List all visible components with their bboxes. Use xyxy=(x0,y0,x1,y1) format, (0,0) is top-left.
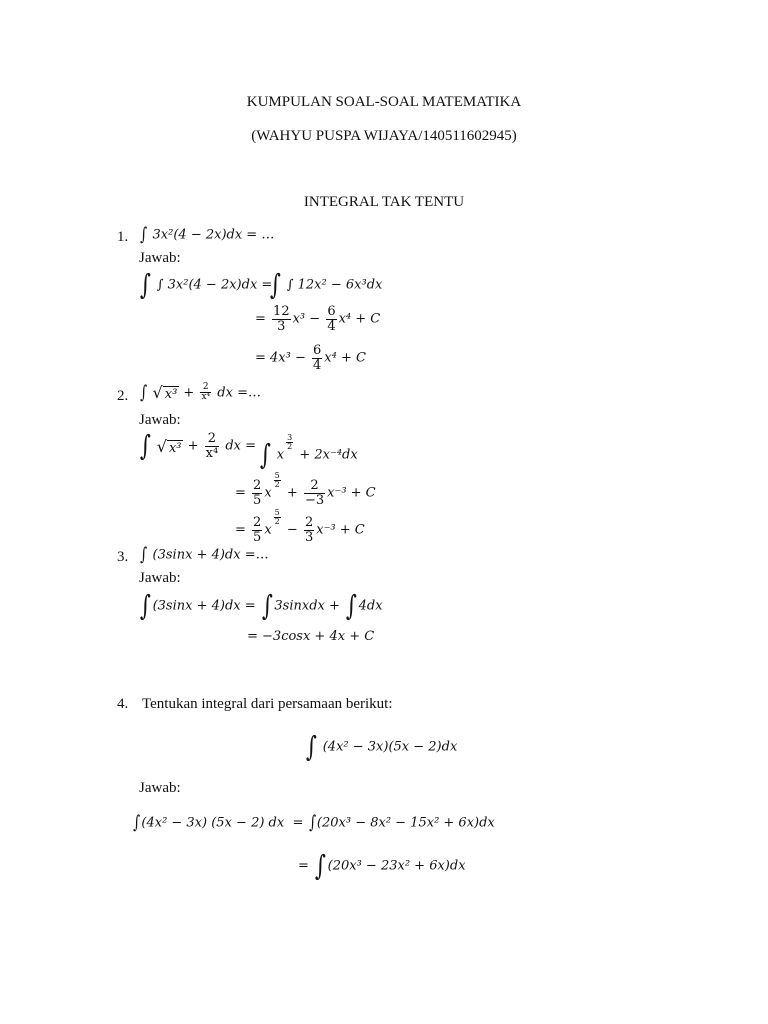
question-expression: (4x² − 3x)(5x − 2)dx xyxy=(322,739,458,755)
solution-step: ∫ √ x³ + $\frac{2}{\text{x⁴}}$ dx = xyxy=(139,429,257,463)
fraction: $\frac{2}{-3}$ xyxy=(304,478,325,508)
problem-number: 2. xyxy=(117,388,129,404)
problem-number: 4. xyxy=(117,696,129,712)
solution-step: = ∫ (20x³ − 23x² + 6x)dx xyxy=(298,849,466,882)
problem-question: ∫ √ x³ + $\frac{2}{\text{x⁴}}$ dx =… xyxy=(140,381,261,403)
integral-sign: ∫ xyxy=(140,381,148,403)
integral-sign: ∫ xyxy=(140,224,148,245)
answer-label: Jawab: xyxy=(139,570,181,586)
solution-step: ∫ x $^{\frac{3}{2}}$ + 2x⁻⁴dx xyxy=(259,433,358,472)
fraction: $\frac{6}{4}$ xyxy=(327,304,336,334)
solution-step: ∫ (3sinx + 4)dx = ∫ 3sinxdx + ∫ 4dx xyxy=(139,589,383,622)
fraction: $\frac{2}{5}$ xyxy=(253,515,262,545)
integral-sign: ∫ xyxy=(133,812,141,833)
answer-label: Jawab: xyxy=(139,780,181,796)
problem-number: 1. xyxy=(117,229,129,245)
solution-step: = $\frac{12}{3}$ x³ − $\frac{6}{4}$ x⁴ + C xyxy=(255,304,381,334)
fraction: $\frac{2}{3}$ xyxy=(304,515,314,545)
fraction: $\frac{2}{\text{x⁴}}$ xyxy=(205,431,219,461)
solution-step: = $\frac{2}{5}$ x $^{\frac{5}{2}}$ − $\frac{2}{3}$ x⁻³ + C xyxy=(235,508,365,545)
fraction: $\frac{2}{\text{x⁴}}$ xyxy=(201,382,211,403)
section-heading: INTEGRAL TAK TENTU xyxy=(303,194,465,210)
integral-sign: ∫ xyxy=(139,429,151,463)
fraction: $\frac{12}{3}$ xyxy=(273,304,290,334)
problem-question xyxy=(139,226,274,244)
integral-sign: ∫ xyxy=(261,589,273,622)
document-title: KUMPULAN SOAL-SOAL MATEMATIKA xyxy=(246,94,522,110)
solution-step: = −3cosx + 4x + C xyxy=(247,629,375,644)
problem-question xyxy=(139,546,269,564)
solution-step: ∫(4x² − 3x) (5x − 2) dx = ∫(20x³ − 8x² − 15x² + 6x)dx xyxy=(133,812,495,833)
integral-sign: ∫ xyxy=(259,438,271,472)
square-root: √ x³ xyxy=(156,436,182,456)
solution-step: = $\frac{2}{5}$ x $^{\frac{5}{2}}$ + $\frac{2}{-3}$ x⁻³ + C xyxy=(235,471,376,508)
author-line: (WAHYU PUSPA WIJAYA/140511602945) xyxy=(251,128,517,144)
fraction-exponent: 5 2 xyxy=(274,508,280,527)
solution-step xyxy=(138,268,273,301)
problem-question-text: Tentukan integral dari persamaan berikut: xyxy=(142,696,393,712)
step-lhs: ∫ 3x²(4 − 2x)dx = xyxy=(156,277,273,293)
fraction-exponent: 5 2 xyxy=(274,471,280,490)
square-root: √ x³ xyxy=(152,383,178,403)
integral-sign: ∫ xyxy=(269,268,281,301)
integral-sign: ∫ xyxy=(139,589,151,622)
answer-label: Jawab: xyxy=(139,250,181,266)
problem-number: 3. xyxy=(117,549,129,565)
question-expression: (3sinx + 4)dx =… xyxy=(152,547,269,563)
solution-step xyxy=(268,268,383,301)
problem-question xyxy=(304,730,458,763)
integral-sign: ∫ xyxy=(314,849,326,882)
answer-label: Jawab: xyxy=(139,412,181,428)
integral-sign: ∫ xyxy=(305,730,317,763)
integral-sign: ∫ xyxy=(139,268,151,301)
integral-sign: ∫ xyxy=(345,589,357,622)
integral-sign: ∫ xyxy=(140,544,148,565)
step-rhs: ∫ 12x² − 6x³dx xyxy=(286,277,383,293)
fraction-exponent: 3 2 xyxy=(287,433,293,452)
integral-sign: ∫ xyxy=(308,812,316,833)
fraction: $\frac{2}{5}$ xyxy=(253,478,262,508)
question-expression: 3x²(4 − 2x)dx = … xyxy=(152,227,275,243)
solution-step: = 4x³ − $\frac{6}{4}$ x⁴ + C xyxy=(255,343,366,373)
fraction: $\frac{6}{4}$ xyxy=(313,343,322,373)
